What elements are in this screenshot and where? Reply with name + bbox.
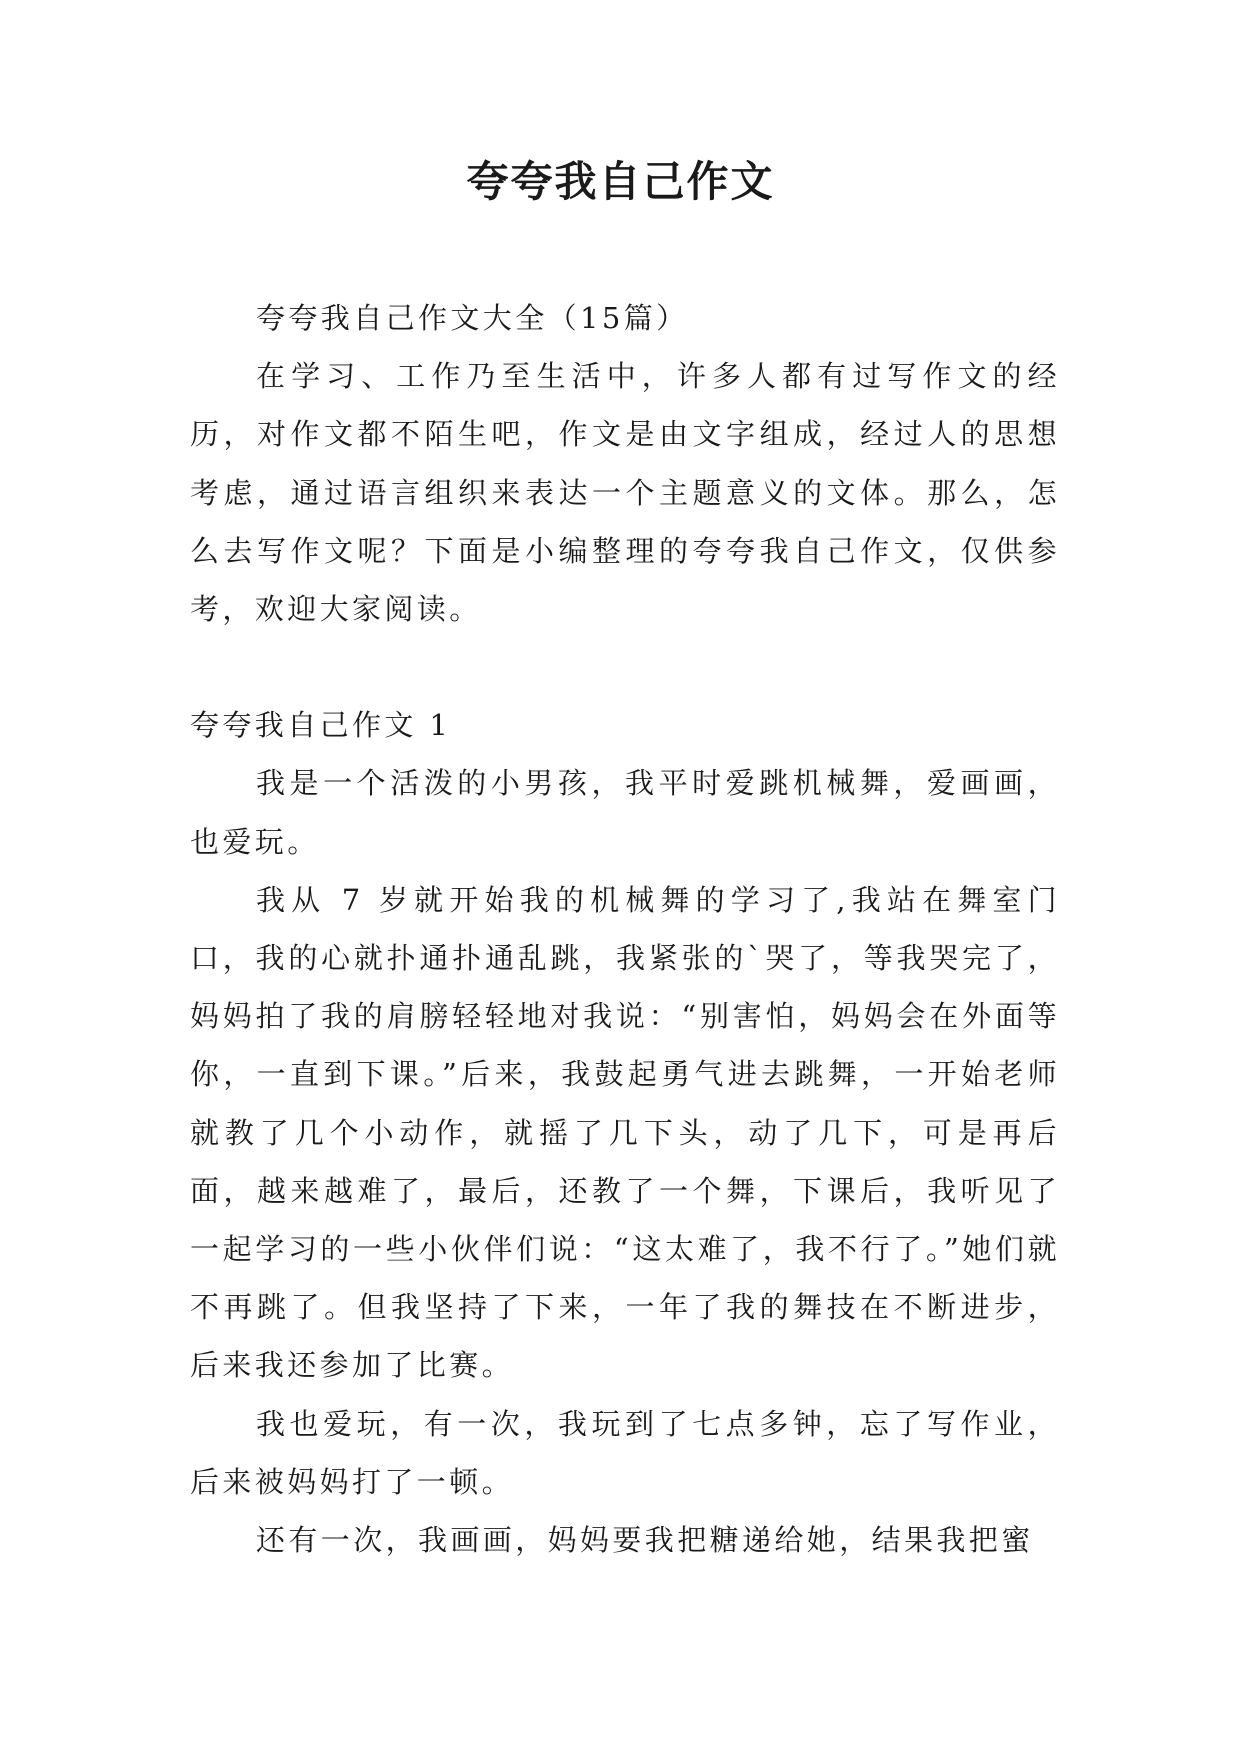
paragraph-gap <box>190 638 1060 696</box>
intro-paragraph: 在学习、工作乃至生活中，许多人都有过写作文的经历，对作文都不陌生吧，作文是由文字组成，经过人的思想考虑，通过语言组织来表达一个主题意义的文体。那么，怎么去写作文呢？下面是小编整理的夸夸我自己作文，仅供参考，欢迎大家阅读。 <box>190 359 1060 627</box>
document-body <box>190 289 1060 1569</box>
body-paragraph: 我也爱玩，有一次，我玩到了七点多钟，忘了写作业，后来被妈妈打了一顿。 <box>190 1406 1060 1499</box>
section-heading: 夸夸我自己作文 1 <box>190 708 452 743</box>
body-paragraph: 我从 7 岁就开始我的机械舞的学习了,我站在舞室门口，我的心就扑通扑通乱跳，我紧张的`哭了，等我哭完了，妈妈拍了我的肩膀轻轻地对我说：“别害怕，妈妈会在外面等你，一直到下课。”后来，我鼓起勇气进去跳舞，一开始老师就教了几个小动作，就摇了几下头，动了几下，可是再后面，越来越难了，最后，还教了一个舞，下课后，我听见了一起学习的一些小伙伴们说：“这太难了，我不行了。”她们就不再跳了。但我坚持了下来，一年了我的舞技在不断进步，后来我还参加了比赛。 <box>190 882 1060 1383</box>
body-paragraph: 我是一个活泼的小男孩，我平时爱跳机械舞，爱画画，也爱玩。 <box>190 766 1060 859</box>
document-subtitle: 夸夸我自己作文大全（15篇） <box>256 301 689 335</box>
body-paragraph: 还有一次，我画画，妈妈要我把糖递给她，结果我把蜜 <box>256 1523 1034 1558</box>
document-title: 夸夸我自己作文 <box>466 157 775 206</box>
